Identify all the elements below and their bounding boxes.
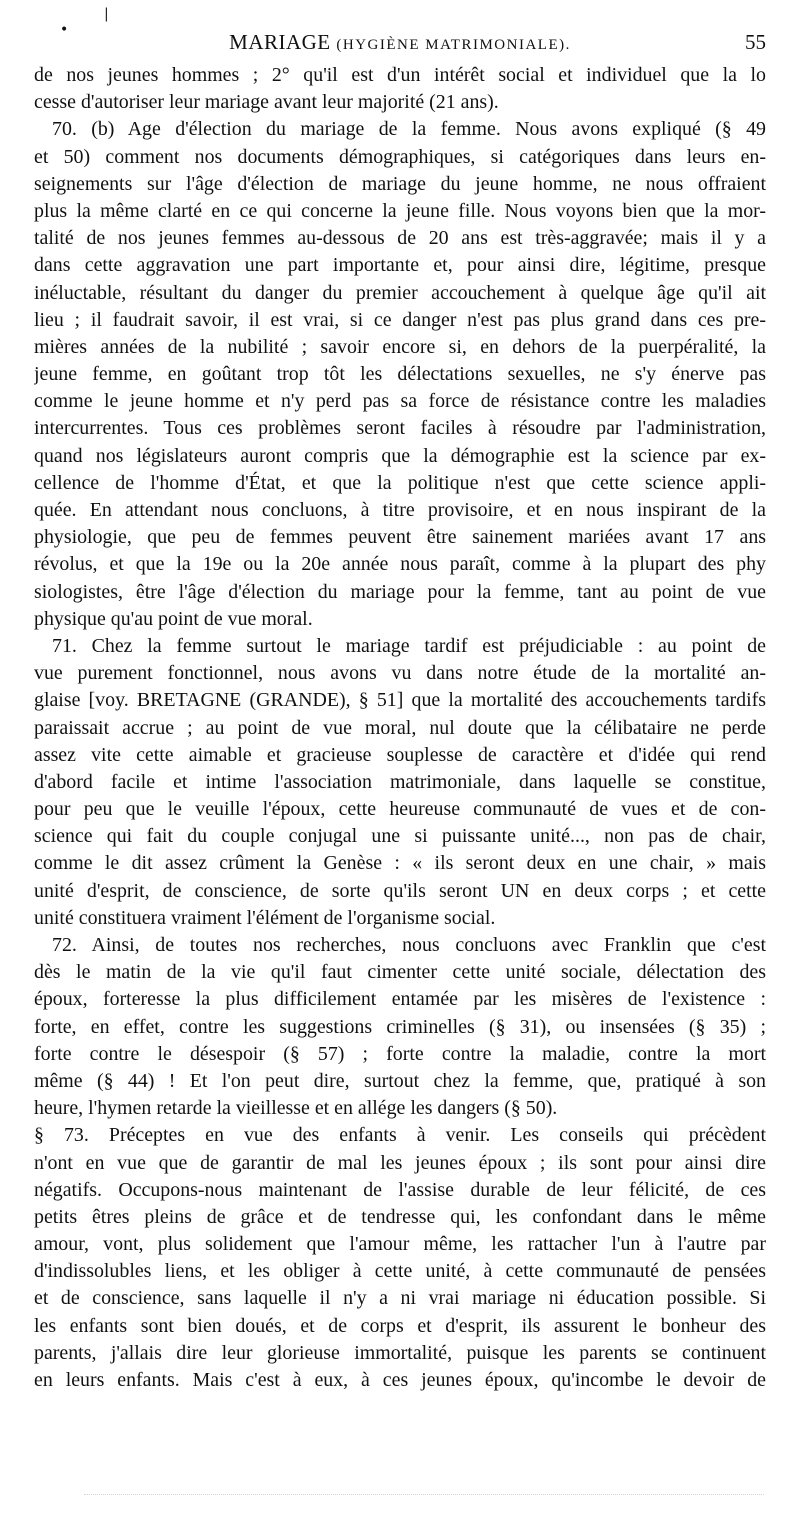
- running-title: [0, 30, 800, 55]
- text-line: et de conscience, sans laquelle il n'y a ni vrai mariage ni éducation possible. Si: [34, 1287, 766, 1310]
- stray-tick-mark: |: [104, 6, 109, 22]
- text-line: parents, j'allais dire leur glorieuse immortalité, puisque les parents se continuent: [34, 1341, 766, 1364]
- text-line: assez vite cette aimable et gracieuse souplesse de caractère et d'idée qui rend: [34, 743, 766, 766]
- text-line: unité d'esprit, de conscience, de sorte qu'ils seront UN en deux corps ; et cette: [34, 879, 766, 902]
- text-line: comme le dit assez crûment la Genèse : « ils seront deux en une chair, » mais: [34, 852, 766, 875]
- text-line: comme le jeune homme et n'y perd pas sa force de résistance contre les maladies: [34, 390, 766, 413]
- text-line: cesse d'autoriser leur mariage avant leur majorité (21 ans).: [34, 91, 499, 114]
- text-line: lieu ; il faudrait savoir, il est vrai, si ce danger n'est pas plus grand dans ces pre-: [34, 308, 766, 331]
- text-line: petits êtres pleins de grâce et de tendresse qui, les confondant dans le même: [34, 1205, 766, 1228]
- text-line: jeune femme, en goûtant trop tôt les délectations sexuelles, ne s'y énerve pas: [34, 363, 766, 386]
- running-header: [0, 30, 800, 60]
- text-line: heure, l'hymen retarde la vieillesse et en allége les dangers (§ 50).: [34, 1097, 558, 1120]
- text-line: siologistes, être l'âge d'élection du mariage pour la femme, tant au point de vue: [34, 580, 766, 603]
- text-line: seignements sur l'âge d'élection de mariage du jeune homme, ne nous offraient: [34, 172, 766, 195]
- text-line: plus la même clarté en ce qui concerne la jeune fille. Nous voyons bien que la mor-: [34, 199, 766, 222]
- text-line: négatifs. Occupons-nous maintenant de l'assise durable de leur félicité, de ces: [34, 1178, 766, 1201]
- body-text: [34, 62, 766, 1394]
- text-line: physiologie, que peu de femmes peuvent être sainement mariées avant 17 ans: [34, 526, 766, 549]
- text-line: et 50) comment nos documents démographiques, si catégoriques dans leurs en-: [34, 145, 766, 168]
- text-line: 70. (b) Age d'élection du mariage de la femme. Nous avons expliqué (§ 49: [52, 118, 766, 141]
- page-number: 55: [745, 30, 766, 54]
- text-line: talité de nos jeunes femmes au-dessous de 20 ans est très-aggravée; mais il y a: [34, 227, 766, 250]
- text-line: dans cette aggravation une part importante et, pour ainsi dire, légitime, presque: [34, 254, 766, 277]
- text-line: glaise [voy. BRETAGNE (GRANDE), § 51] que la mortalité des accouchements tardifs: [34, 689, 766, 712]
- header-title: MARIAGE: [229, 30, 331, 54]
- text-line: même (§ 44) ! Et l'on peut dire, surtout chez la femme, que, pratiqué à son: [34, 1069, 766, 1092]
- text-line: § 73. Préceptes en vue des enfants à venir. Les conseils qui précèdent: [34, 1124, 766, 1147]
- text-line: d'abord facile et intime l'association matrimoniale, dans laquelle se constitue,: [34, 770, 766, 793]
- text-line: inéluctable, résultant du danger du premier accouchement à quelque âge qu'il ait: [34, 281, 766, 304]
- scan-noise-line: [84, 1488, 764, 1495]
- text-line: unité constituera vraiment l'élément de l'organisme social.: [34, 906, 496, 929]
- text-line: physique qu'au point de vue moral.: [34, 607, 313, 630]
- text-line: vue purement fonctionnel, nous avons vu dans notre étude de la mortalité an-: [34, 662, 766, 685]
- text-line: époux, forteresse la plus difficilement entamée par les misères de l'existence :: [34, 988, 766, 1011]
- text-line: n'ont en vue que de garantir de mal les jeunes époux ; ils sont pour ainsi dire: [34, 1151, 766, 1174]
- text-line: science qui fait du couple conjugal une si puissante unité..., non pas de chair,: [34, 825, 766, 848]
- text-line: cellence de l'homme d'État, et que la politique n'est que cette science appli-: [34, 471, 766, 494]
- text-line: forte, en effet, contre les suggestions criminelles (§ 31), ou insensées (§ 35) ;: [34, 1015, 766, 1038]
- text-line: quée. En attendant nous concluons, à titre provisoire, et en nous inspirant de la: [34, 499, 766, 521]
- text-line: pour peu que le veuille l'époux, cette heureuse communauté de vues et de con-: [34, 798, 766, 821]
- text-line: intercurrentes. Tous ces problèmes seront faciles à résoudre par l'administration,: [34, 417, 766, 440]
- header-subtitle: (HYGIÈNE MATRIMONIALE).: [336, 37, 571, 53]
- text-line: forte contre le désespoir (§ 57) ; forte contre la maladie, contre la mort: [34, 1042, 766, 1065]
- text-line: les enfants sont bien doués, et de corps et d'esprit, ils assurent le bonheur des: [34, 1314, 766, 1337]
- text-line: quand nos législateurs auront compris que la démographie est la science par ex-: [34, 444, 766, 467]
- text-line: 71. Chez la femme surtout le mariage tardif est préjudiciable : au point de: [52, 634, 766, 657]
- text-line: paraissait accrue ; au point de vue moral, nul doute que la célibataire ne perde: [34, 716, 766, 739]
- text-line: de nos jeunes hommes ; 2° qu'il est d'un intérêt social et individuel que la lo: [34, 64, 766, 86]
- text-line: 72. Ainsi, de toutes nos recherches, nous concluons avec Franklin que c'est: [52, 934, 766, 956]
- text-line: d'indissolubles liens, et les obliger à cette unité, à cette communauté de pensées: [34, 1260, 766, 1283]
- text-line: révolus, et que la 19e ou la 20e année nous paraît, comme à la plupart des phy: [34, 553, 766, 576]
- text-line: mières années de la nubilité ; savoir encore si, en dehors de la puerpéralité, la: [34, 335, 766, 358]
- text-line: en leurs enfants. Mais c'est à eux, à ces jeunes époux, qu'incombe le devoir de: [34, 1369, 766, 1391]
- text-line: amour, vont, plus solidement que l'amour même, les rattacher l'un à l'autre par: [34, 1233, 766, 1256]
- text-line: dès le matin de la vie qu'il faut cimenter cette unité sociale, délectation des: [34, 961, 766, 984]
- stray-dot-mark: •: [60, 22, 69, 38]
